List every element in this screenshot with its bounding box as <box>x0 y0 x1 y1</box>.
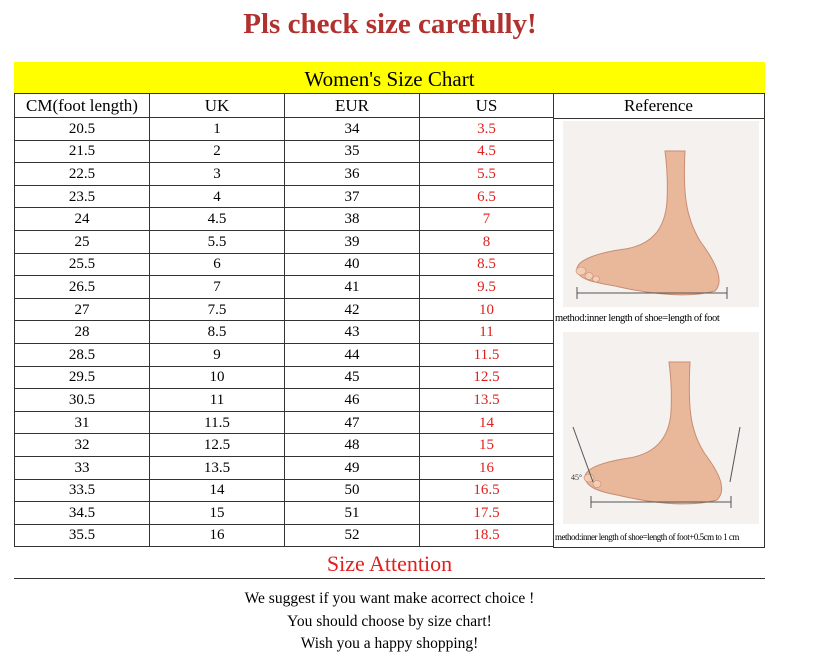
table-row <box>15 434 554 457</box>
cell-cm: 33 <box>15 456 150 479</box>
cell-uk: 2 <box>150 140 285 163</box>
table-row <box>15 343 554 366</box>
foot-measurement-icon <box>555 121 762 307</box>
column-header-cm: CM(foot length) <box>15 94 150 118</box>
cell-cm: 32 <box>15 434 150 457</box>
cell-eur: 40 <box>285 253 420 276</box>
table-row <box>15 298 554 321</box>
cell-us: 11.5 <box>420 343 554 366</box>
cell-us: 8 <box>420 230 554 253</box>
cell-eur: 45 <box>285 366 420 389</box>
cell-cm: 23.5 <box>15 185 150 208</box>
table-row <box>15 411 554 434</box>
chart-title: Women's Size Chart <box>14 62 765 94</box>
cell-uk: 11.5 <box>150 411 285 434</box>
cell-uk: 14 <box>150 479 285 502</box>
table-row <box>15 276 554 299</box>
cell-us: 9.5 <box>420 276 554 299</box>
cell-cm: 33.5 <box>15 479 150 502</box>
cell-cm: 27 <box>15 298 150 321</box>
table-row <box>15 502 554 525</box>
cell-us: 10 <box>420 298 554 321</box>
cell-us: 11 <box>420 321 554 344</box>
cell-eur: 47 <box>285 411 420 434</box>
cell-us: 16.5 <box>420 479 554 502</box>
cell-cm: 34.5 <box>15 502 150 525</box>
cell-us: 7 <box>420 208 554 231</box>
foot-measurement-angle-icon <box>555 332 762 524</box>
cell-us: 17.5 <box>420 502 554 525</box>
cell-eur: 41 <box>285 276 420 299</box>
cell-eur: 46 <box>285 389 420 412</box>
size-chart <box>14 62 765 548</box>
cell-eur: 35 <box>285 140 420 163</box>
cell-uk: 4 <box>150 185 285 208</box>
size-attention-title: Size Attention <box>326 551 453 576</box>
notes-block <box>14 588 765 656</box>
cell-cm: 31 <box>15 411 150 434</box>
cell-uk: 7.5 <box>150 298 285 321</box>
cell-us: 14 <box>420 411 554 434</box>
cell-uk: 6 <box>150 253 285 276</box>
cell-uk: 11 <box>150 389 285 412</box>
cell-uk: 15 <box>150 502 285 525</box>
note-line: You should choose by size chart! <box>287 612 492 630</box>
column-header-reference: Reference <box>553 94 764 119</box>
table-row <box>15 163 554 186</box>
column-header-eur: EUR <box>285 94 420 118</box>
cell-us: 4.5 <box>420 140 554 163</box>
reference-caption-1: method:inner length of shoe=length of foot <box>555 313 720 324</box>
size-table-body <box>15 118 554 547</box>
cell-cm: 35.5 <box>15 524 150 547</box>
cell-eur: 49 <box>285 456 420 479</box>
divider <box>14 578 765 579</box>
cell-cm: 20.5 <box>15 118 150 141</box>
cell-uk: 4.5 <box>150 208 285 231</box>
cell-us: 3.5 <box>420 118 554 141</box>
table-row <box>15 118 554 141</box>
cell-eur: 48 <box>285 434 420 457</box>
cell-us: 16 <box>420 456 554 479</box>
column-header-uk: UK <box>150 94 285 118</box>
cell-uk: 5.5 <box>150 230 285 253</box>
cell-uk: 16 <box>150 524 285 547</box>
cell-us: 5.5 <box>420 163 554 186</box>
cell-us: 18.5 <box>420 524 554 547</box>
table-row <box>15 366 554 389</box>
page-heading: Pls check size carefully! <box>243 8 537 40</box>
cell-us: 12.5 <box>420 366 554 389</box>
cell-uk: 9 <box>150 343 285 366</box>
cell-cm: 25 <box>15 230 150 253</box>
cell-eur: 37 <box>285 185 420 208</box>
cell-uk: 12.5 <box>150 434 285 457</box>
table-row <box>15 321 554 344</box>
angle-label: 45° <box>571 473 583 482</box>
cell-eur: 50 <box>285 479 420 502</box>
cell-uk: 3 <box>150 163 285 186</box>
cell-cm: 28 <box>15 321 150 344</box>
cell-eur: 36 <box>285 163 420 186</box>
table-row <box>15 253 554 276</box>
table-row <box>15 208 554 231</box>
cell-cm: 26.5 <box>15 276 150 299</box>
note-line: We suggest if you want make acorrect choice ! <box>244 590 535 607</box>
cell-cm: 24 <box>15 208 150 231</box>
cell-cm: 21.5 <box>15 140 150 163</box>
cell-cm: 28.5 <box>15 343 150 366</box>
reference-caption-2: method:inner length of shoe=length of foot+0.5cm to 1 cm <box>555 532 739 542</box>
cell-eur: 43 <box>285 321 420 344</box>
cell-cm: 25.5 <box>15 253 150 276</box>
column-header-us: US <box>420 94 554 118</box>
table-row <box>15 140 554 163</box>
cell-eur: 34 <box>285 118 420 141</box>
cell-us: 8.5 <box>420 253 554 276</box>
cell-eur: 39 <box>285 230 420 253</box>
table-row <box>15 456 554 479</box>
cell-uk: 7 <box>150 276 285 299</box>
cell-cm: 22.5 <box>15 163 150 186</box>
size-table <box>14 93 554 547</box>
cell-uk: 8.5 <box>150 321 285 344</box>
table-row <box>15 185 554 208</box>
cell-cm: 30.5 <box>15 389 150 412</box>
cell-eur: 38 <box>285 208 420 231</box>
table-row <box>15 524 554 547</box>
cell-us: 13.5 <box>420 389 554 412</box>
table-row <box>15 230 554 253</box>
cell-us: 15 <box>420 434 554 457</box>
cell-uk: 13.5 <box>150 456 285 479</box>
cell-uk: 1 <box>150 118 285 141</box>
cell-eur: 42 <box>285 298 420 321</box>
cell-eur: 52 <box>285 524 420 547</box>
cell-eur: 51 <box>285 502 420 525</box>
cell-eur: 44 <box>285 343 420 366</box>
table-row <box>15 389 554 412</box>
table-header-row <box>15 94 554 118</box>
cell-uk: 10 <box>150 366 285 389</box>
table-row <box>15 479 554 502</box>
reference-column <box>553 93 765 548</box>
cell-cm: 29.5 <box>15 366 150 389</box>
cell-us: 6.5 <box>420 185 554 208</box>
note-line: Wish you a happy shopping! <box>300 635 479 652</box>
